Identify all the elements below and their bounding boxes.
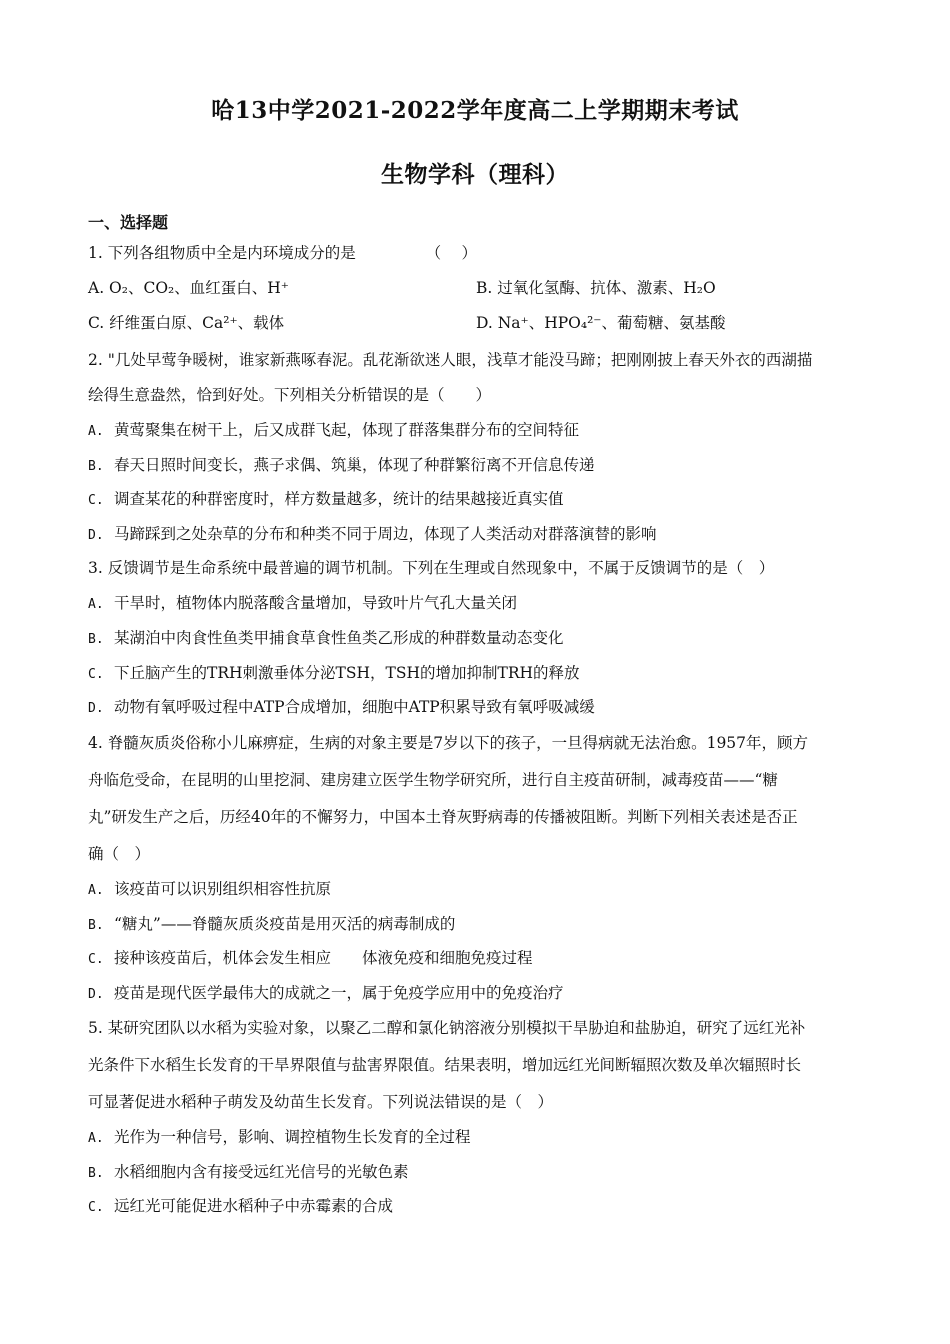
q4-option-d [88,983,564,1005]
q4-stem-line1: 4. 脊髓灰质炎俗称小儿麻痹症，生病的对象主要是7岁以下的孩子，一旦得病就无法治愈。1957年，顾方 [88,734,809,752]
q2-stem-line2: 绘得生意盎然，恰到好处。下列相关分析错误的是（ ） [88,386,492,404]
q4-option-b [88,914,455,936]
q1-option-a: A. O₂、CO₂、血红蛋白、H⁺ [88,279,289,297]
q3-stem: 3. 反馈调节是生命系统中最普遍的调节机制。下列在生理或自然现象中，不属于反馈调节的是（ ） [88,559,775,577]
q1-option-d: D. Na⁺、HPO₄²⁻、葡萄糖、氨基酸 [476,314,726,332]
page-subtitle: 生物学科（理科） [381,161,569,188]
option-label: D. [88,528,104,543]
option-label: C. [88,1200,104,1215]
q2-option-b [88,455,595,477]
option-label: C. [88,952,104,967]
option-text: 动物有氧呼吸过程中ATP合成增加，细胞中ATP积累导致有氧呼吸减缓 [114,698,595,716]
q4-option-c [88,948,533,970]
option-label: C. [88,667,104,682]
option-label: A. [88,883,104,898]
q1-stem [88,243,477,263]
option-label: B. [88,918,104,933]
option-text: 远红光可能促进水稻种子中赤霉素的合成 [114,1197,394,1215]
option-text: “糖丸”——脊髓灰质炎疫苗是用灭活的病毒制成的 [114,915,456,933]
option-text: 调查某花的种群密度时，样方数量越多，统计的结果越接近真实值 [114,490,564,508]
option-text: 春天日照时间变长，燕子求偶、筑巢，体现了种群繁衍离不开信息传递 [114,456,595,474]
option-text: 该疫苗可以识别组织相容性抗原 [114,880,332,898]
q5-stem-line2: 光条件下水稻生长发育的干旱界限值与盐害界限值。结果表明，增加远红光间断辐照次数及单次辐照时长 [88,1056,802,1074]
q3-option-d [88,697,595,719]
q5-option-a [88,1127,471,1149]
page-title: 哈13中学2021-2022学年度高二上学期期末考试 [211,97,739,124]
option-label: A. [88,1131,104,1146]
option-text: 某湖泊中肉食性鱼类甲捕食草食性鱼类乙形成的种群数量动态变化 [114,629,564,647]
option-label: A. [88,424,104,439]
q2-option-d [88,524,657,546]
q1-option-c: C. 纤维蛋白原、Ca²⁺、载体 [88,314,285,332]
option-text: 疫苗是现代医学最伟大的成就之一，属于免疫学应用中的免疫治疗 [114,984,564,1002]
option-text: 接种该疫苗后，机体会发生相应 体液免疫和细胞免疫过程 [114,949,533,967]
q5-stem-line1: 5. 某研究团队以水稻为实验对象，以聚乙二醇和氯化钠溶液分别模拟干旱胁迫和盐胁迫，研究了远红光补 [88,1019,806,1037]
q2-stem-line1: 2. "几处早莺争暖树，谁家新燕啄春泥。乱花渐欲迷人眼，浅草才能没马蹄；把刚刚披上春天外衣的西湖描 [88,351,813,369]
option-label: B. [88,459,104,474]
option-text: 马蹄踩到之处杂草的分布和种类不同于周边，体现了人类活动对群落演替的影响 [114,525,657,543]
q4-option-a [88,879,331,901]
q1-answer-paren: （ ） [425,244,478,262]
option-label: D. [88,987,104,1002]
option-label: B. [88,1166,104,1181]
q5-stem-line3: 可显著促进水稻种子萌发及幼苗生长发育。下列说法错误的是（ ） [88,1093,554,1111]
q5-option-b [88,1162,409,1184]
option-text: 黄莺聚集在树干上，后又成群飞起，体现了群落集群分布的空间特征 [114,421,580,439]
q5-option-c [88,1196,393,1218]
q4-stem-line3: 丸”研发生产之后，历经40年的不懈努力，中国本土脊灰野病毒的传播被阻断。判断下列相关表述是否正 [88,808,798,826]
option-text: 水稻细胞内含有接受远红光信号的光敏色素 [114,1163,409,1181]
q4-stem-line2: 舟临危受命，在昆明的山里挖洞、建房建立医学生物学研究所，进行自主疫苗研制，减毒疫苗——“糖 [88,771,778,789]
q2-option-c [88,489,564,511]
option-text: 干旱时，植物体内脱落酸含量增加，导致叶片气孔大量关闭 [114,594,518,612]
option-label: C. [88,493,104,508]
option-label: B. [88,632,104,647]
q1-stem-text: 1. 下列各组物质中全是内环境成分的是 [88,244,356,262]
q1-option-b: B. 过氧化氢酶、抗体、激素、H₂O [476,279,716,297]
option-text: 光作为一种信号，影响、调控植物生长发育的全过程 [114,1128,471,1146]
q3-option-c [88,663,580,685]
q4-stem-line4: 确（ ） [88,845,151,863]
q3-option-b [88,628,564,650]
option-text: 下丘脑产生的TRH刺激垂体分泌TSH，TSH的增加抑制TRH的释放 [114,664,580,682]
option-label: A. [88,597,104,612]
option-label: D. [88,701,104,716]
q3-option-a [88,593,517,615]
q2-option-a [88,420,579,442]
section-heading: 一、选择题 [88,213,169,232]
